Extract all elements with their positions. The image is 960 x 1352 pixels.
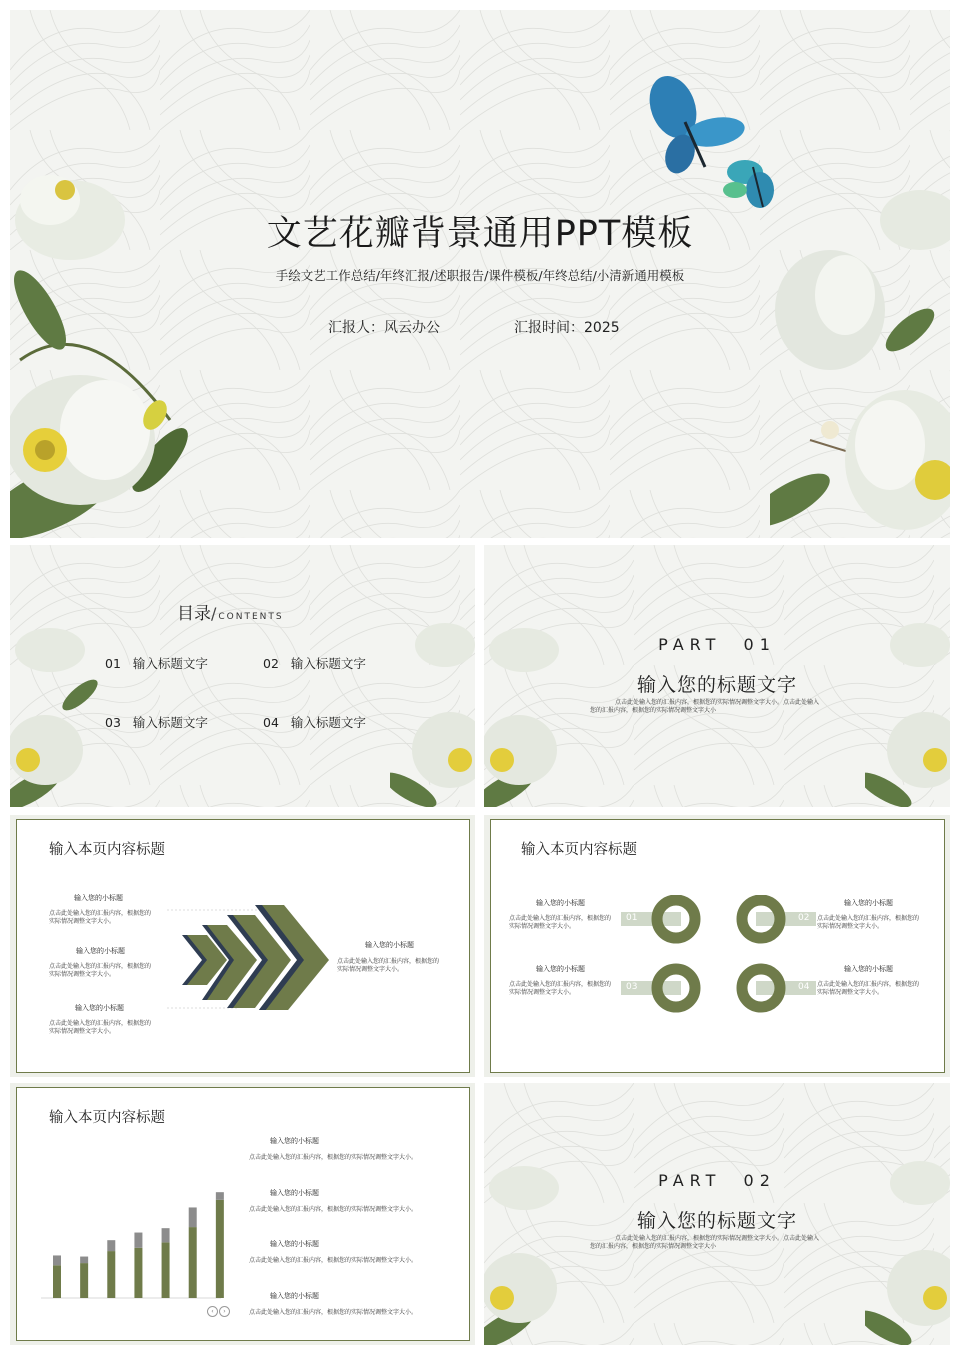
- item-text-line-2: 实际情况调整文字大小。: [509, 989, 576, 996]
- item-subtitle: 输入您的小标题: [536, 899, 585, 907]
- item-text-line-2: 实际情况调整文字大小。: [509, 923, 576, 930]
- slide-title: 输入本页内容标题: [49, 1110, 165, 1126]
- item-text-line-1: 点击此处输入您的汇报内容，根据您的: [49, 1020, 152, 1027]
- bars-slide: [10, 1083, 475, 1345]
- bar-series-2-4: [134, 1233, 142, 1248]
- slide-frame: [16, 819, 470, 1073]
- bar-series-1-5: [162, 1242, 170, 1298]
- part-description-line-1: 点击此处输入您的汇报内容，根据您的实际情况调整文字大小。点击此处输入: [614, 699, 819, 706]
- item-text-line-1: 点击此处输入您的汇报内容，根据您的: [509, 915, 612, 922]
- bar-series-2-2: [80, 1257, 88, 1264]
- item-subtitle: 输入您的小标题: [844, 965, 893, 973]
- item-subtitle: 输入您的小标题: [844, 899, 893, 907]
- contents-item-number: 03: [105, 715, 121, 730]
- bar-series-1-4: [134, 1248, 142, 1298]
- contents-heading-cn: 目录: [177, 604, 211, 624]
- item-subtitle: 输入您的小标题: [75, 1004, 124, 1012]
- cover-subtitle: 手绘文艺工作总结/年终汇报/述职报告/课件模板/年终总结/小清新通用模板: [275, 268, 685, 283]
- item-text-line-2: 实际情况调整文字大小。: [817, 923, 884, 930]
- contents-item-number: 01: [105, 656, 121, 671]
- slide-frame: [490, 819, 945, 1073]
- part-title: 输入您的标题文字: [636, 674, 797, 696]
- cover-slide: [10, 10, 950, 538]
- ring-number: 01: [626, 913, 638, 923]
- slide-title: 输入本页内容标题: [49, 842, 165, 858]
- part-description-line-1: 点击此处输入您的汇报内容，根据您的实际情况调整文字大小。点击此处输入: [614, 1235, 819, 1242]
- bar-series-2-1: [53, 1255, 61, 1265]
- cover-reporter: 汇报人：风云办公: [328, 320, 440, 336]
- item-text-line-1: 点击此处输入您的汇报内容，根据您的: [509, 981, 612, 988]
- arrows-slide: [10, 815, 475, 1077]
- bar-series-1-1: [53, 1265, 61, 1298]
- item-text-line-1: 点击此处输入您的汇报内容，根据您的: [49, 963, 152, 970]
- contents-item-label: 输入标题文字: [132, 656, 208, 671]
- item-text-line-1: 点击此处输入您的汇报内容，根据您的: [817, 981, 920, 988]
- butterfly-icon: [635, 72, 790, 222]
- ring-number: 03: [626, 982, 638, 992]
- part-label: PART 01: [658, 635, 776, 654]
- item-text: 点击此处输入您的汇报内容，根据您的实际情况调整文字大小。: [249, 1206, 418, 1213]
- cover-title: 文艺花瓣背景通用PPT模板: [266, 214, 694, 254]
- rings-slide: [484, 815, 950, 1077]
- contents-item-label: 输入标题文字: [132, 715, 208, 730]
- contents-slide: [10, 545, 475, 807]
- part02-slide: [484, 1083, 950, 1345]
- bar-series-1-6: [189, 1227, 197, 1298]
- contents-item-label: 输入标题文字: [290, 715, 366, 730]
- cover-report-time: 汇报时间：2025: [514, 320, 620, 336]
- ring-number: 02: [798, 913, 810, 923]
- rings-graphic: [621, 895, 816, 1015]
- bar-series-1-3: [107, 1251, 115, 1298]
- contents-heading: [177, 599, 284, 624]
- bar-chart: [41, 1168, 231, 1303]
- item-text-line-2: 实际情况调整文字大小。: [49, 971, 116, 978]
- slide-title: 输入本页内容标题: [521, 842, 637, 858]
- part-label: PART 02: [658, 1171, 776, 1190]
- right-item-subtitle: 输入您的小标题: [365, 941, 414, 949]
- item-subtitle: 输入您的小标题: [536, 965, 585, 973]
- contents-item-04[interactable]: [263, 713, 366, 731]
- right-item-text-line-1: 点击此处输入您的汇报内容，根据您的: [337, 958, 440, 965]
- part-description-line-2: 您的汇报内容，根据您的实际情况调整文字大小: [589, 1243, 716, 1250]
- ring-number: 04: [798, 982, 810, 992]
- contents-item-01[interactable]: [105, 654, 208, 672]
- contents-heading-slash: /: [211, 604, 217, 623]
- contents-item-02[interactable]: [263, 654, 366, 672]
- item-text-line-2: 实际情况调整文字大小。: [49, 1028, 116, 1035]
- item-subtitle: 输入您的小标题: [270, 1137, 319, 1145]
- item-subtitle: 输入您的小标题: [270, 1189, 319, 1197]
- item-text: 点击此处输入您的汇报内容，根据您的实际情况调整文字大小。: [249, 1309, 418, 1316]
- bar-series-2-5: [162, 1228, 170, 1242]
- contents-item-label: 输入标题文字: [290, 656, 366, 671]
- item-subtitle: 输入您的小标题: [76, 947, 125, 955]
- item-text: 点击此处输入您的汇报内容，根据您的实际情况调整文字大小。: [249, 1257, 418, 1264]
- item-text-line-1: 点击此处输入您的汇报内容，根据您的: [817, 915, 920, 922]
- bar-series-2-3: [107, 1240, 115, 1251]
- flower-left-illustration: [10, 620, 100, 807]
- chevron-arrows-graphic: [167, 900, 337, 1010]
- bar-series-1-2: [80, 1263, 88, 1298]
- contents-heading-en: CONTENTS: [218, 612, 284, 622]
- part-description-line-2: 您的汇报内容，根据您的实际情况调整文字大小: [589, 707, 716, 714]
- right-item-text-line-2: 实际情况调整文字大小。: [337, 966, 404, 973]
- prev-icon[interactable]: ‹: [207, 1306, 218, 1317]
- item-subtitle: 输入您的小标题: [270, 1292, 319, 1300]
- part-title: 输入您的标题文字: [636, 1210, 797, 1232]
- contents-item-03[interactable]: [105, 713, 208, 731]
- item-subtitle: 输入您的小标题: [270, 1240, 319, 1248]
- item-text-line-1: 点击此处输入您的汇报内容，根据您的: [49, 910, 152, 917]
- item-text: 点击此处输入您的汇报内容，根据您的实际情况调整文字大小。: [249, 1154, 418, 1161]
- bar-series-1-7: [216, 1200, 224, 1298]
- part01-slide: [484, 545, 950, 807]
- item-text-line-2: 实际情况调整文字大小。: [49, 918, 116, 925]
- item-subtitle: 输入您的小标题: [74, 894, 123, 902]
- bar-series-2-6: [189, 1207, 197, 1227]
- bar-series-2-7: [216, 1192, 224, 1200]
- flower-right-illustration: [390, 620, 475, 807]
- item-text-line-2: 实际情况调整文字大小。: [817, 989, 884, 996]
- slide-frame: [16, 1087, 470, 1341]
- contents-item-number: 02: [263, 656, 279, 671]
- contents-item-number: 04: [263, 715, 279, 730]
- next-icon[interactable]: ›: [219, 1306, 230, 1317]
